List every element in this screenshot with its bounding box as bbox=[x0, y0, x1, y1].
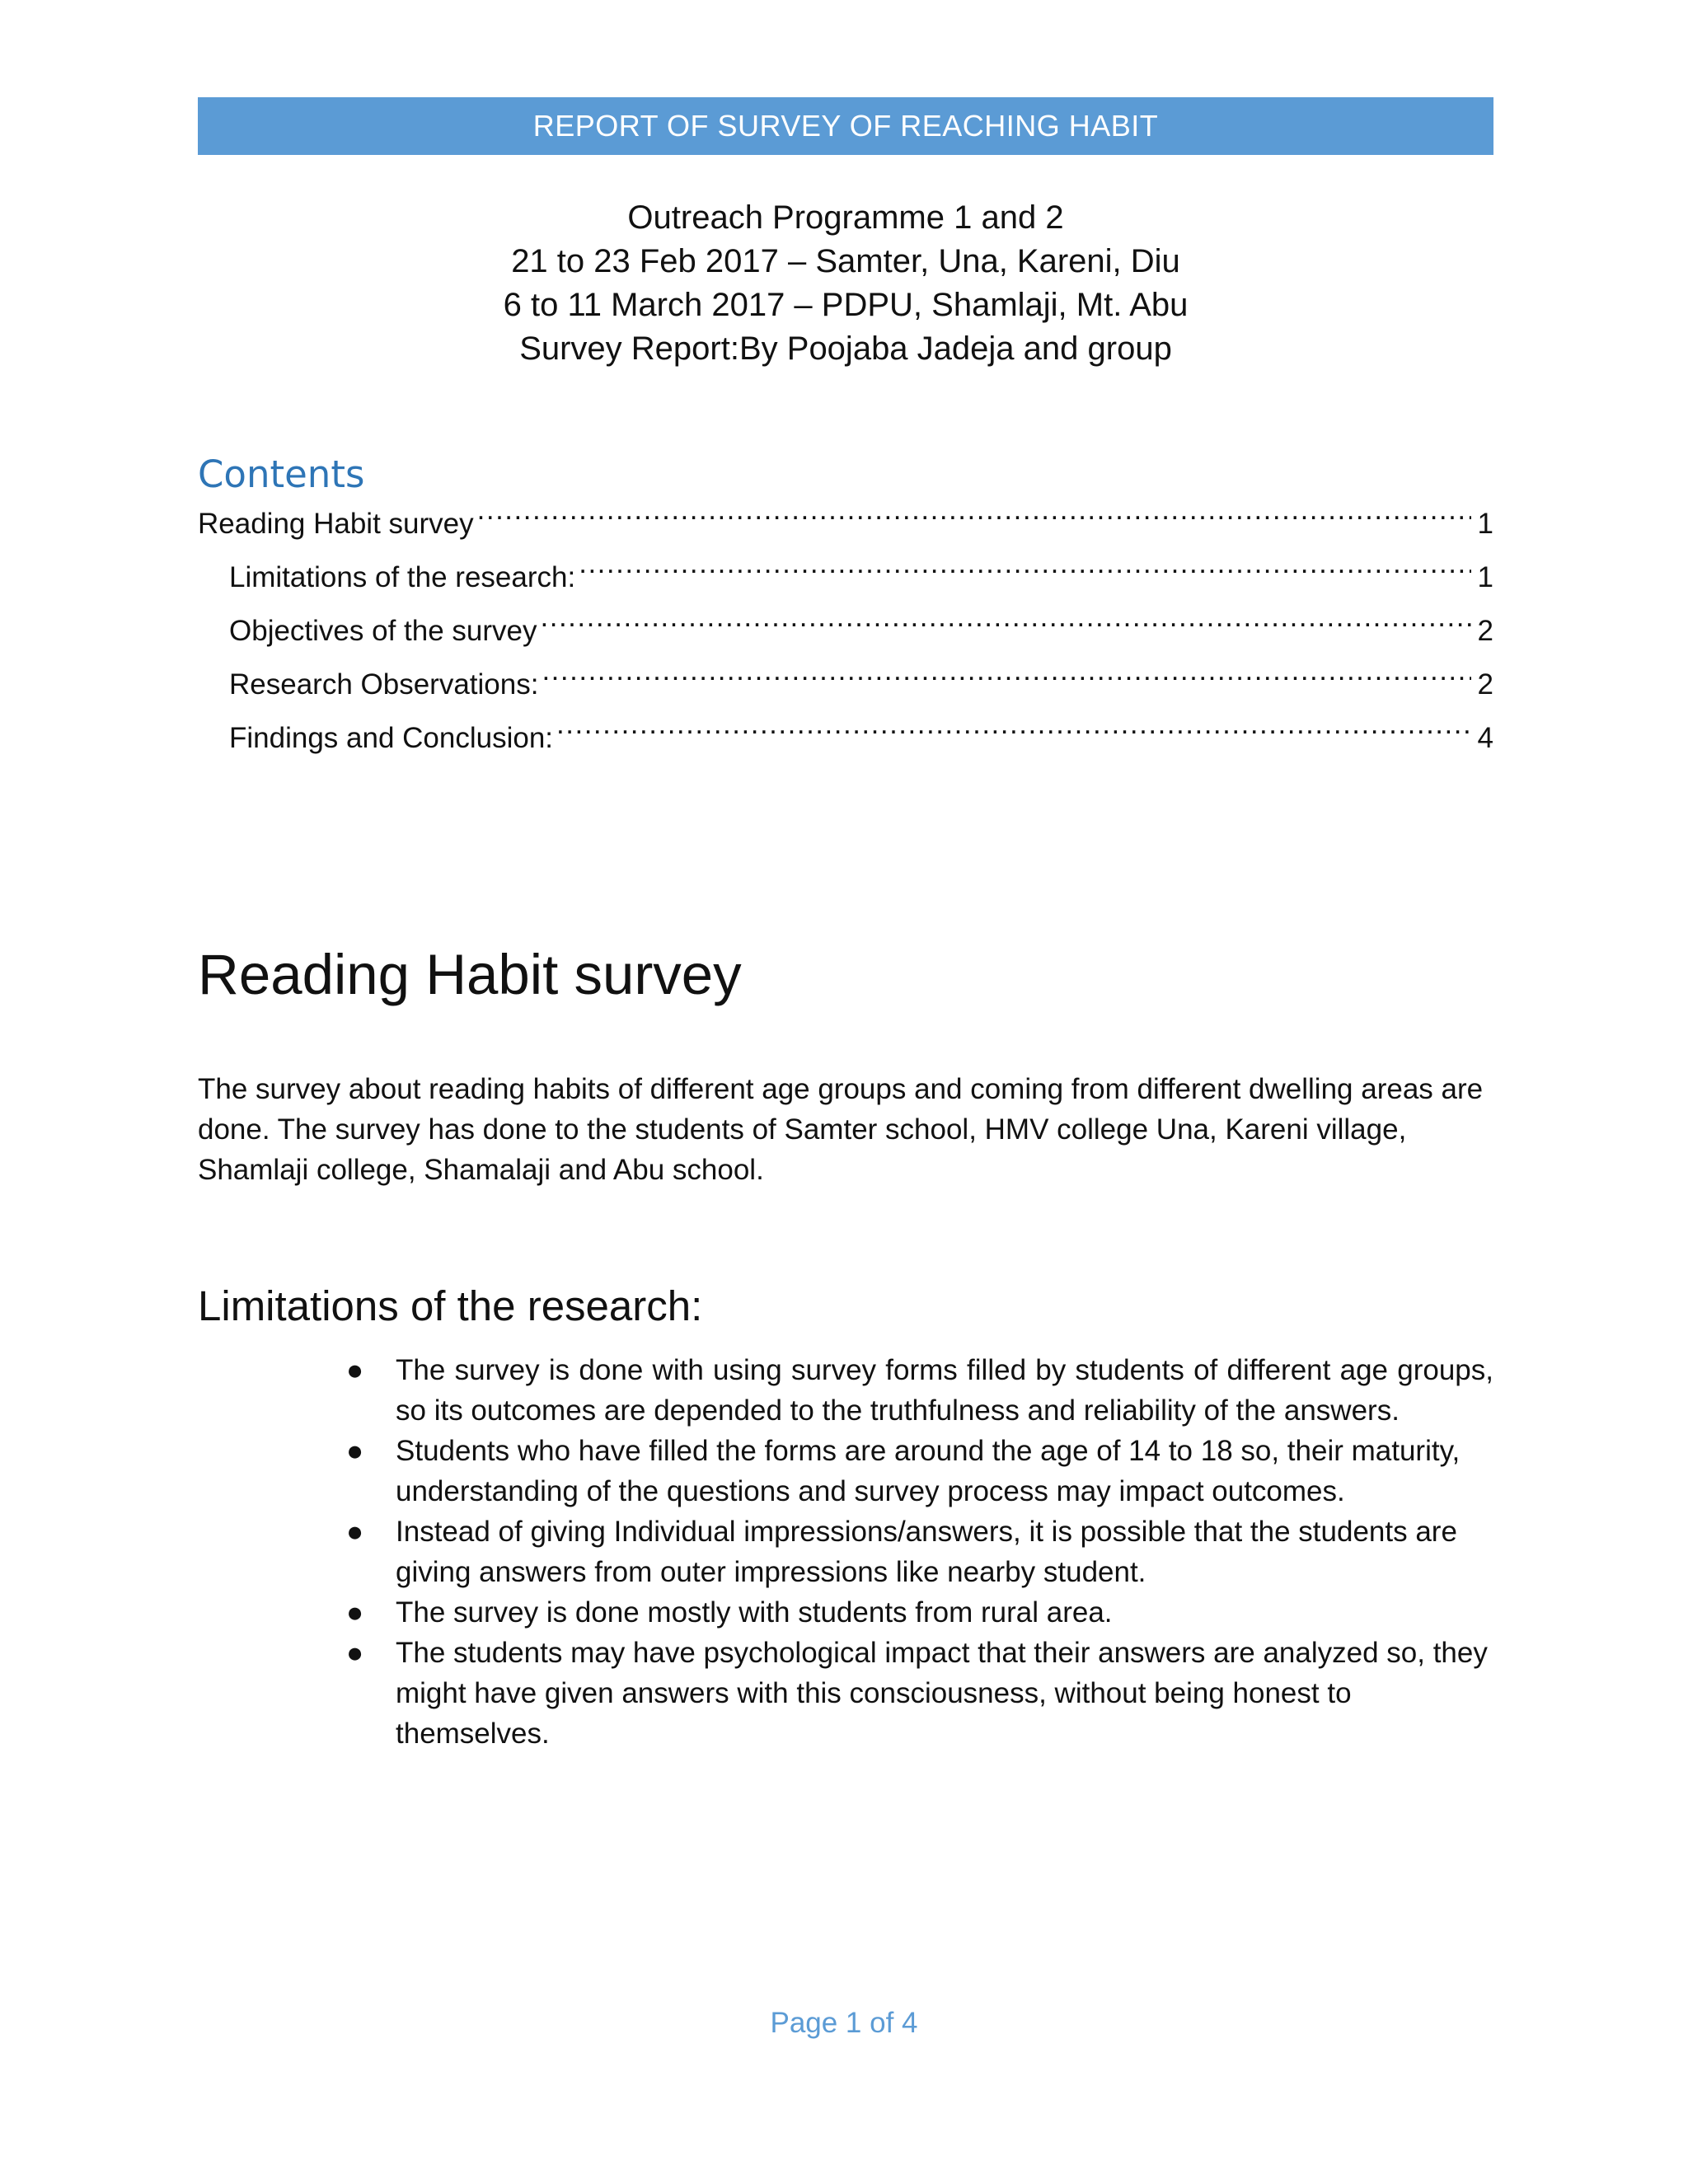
section-heading-reading-habit: Reading Habit survey bbox=[198, 943, 742, 1006]
list-item bbox=[346, 1592, 1493, 1633]
toc-dot-leader bbox=[542, 661, 1470, 694]
list-item-text: The survey is done mostly with students from rural area. bbox=[396, 1596, 1113, 1629]
toc-dot-leader bbox=[541, 607, 1471, 640]
contents-heading: Contents bbox=[198, 452, 365, 496]
toc-entry-label: Findings and Conclusion: bbox=[229, 722, 554, 754]
toc-entry-page: 1 bbox=[1477, 508, 1493, 540]
bullet-icon: ● bbox=[346, 1516, 364, 1548]
list-item bbox=[346, 1633, 1493, 1754]
list-item bbox=[346, 1511, 1493, 1592]
bullet-icon: ● bbox=[346, 1435, 364, 1467]
toc-dot-leader bbox=[579, 554, 1470, 587]
toc-entry-page: 2 bbox=[1477, 668, 1493, 701]
bullet-icon: ● bbox=[346, 1596, 364, 1629]
bullet-icon: ● bbox=[346, 1354, 364, 1386]
list-item bbox=[346, 1431, 1493, 1511]
reading-habit-paragraph: The survey about reading habits of different age groups and coming from different dwelling areas are done. The survey has done to the students of Samter school, HMV college Una, Kareni village, Shamlaji college, Shamalaji and Abu school. bbox=[198, 1073, 1484, 1186]
toc-entry-page: 1 bbox=[1477, 561, 1493, 593]
toc-entry-label: Research Observations: bbox=[229, 668, 539, 701]
toc-entry-label: Reading Habit survey bbox=[198, 508, 474, 540]
toc-entry-limitations[interactable] bbox=[198, 554, 1493, 607]
list-item bbox=[346, 1350, 1493, 1431]
list-item-text: The students may have psychological impact that their answers are analyzed so, they might have given answers with this consciousness, without being honest to themselves. bbox=[396, 1637, 1488, 1750]
toc-entry-findings[interactable] bbox=[198, 715, 1493, 768]
list-item-text: Instead of giving Individual impressions/answers, it is possible that the students are giving answers from outer impressions like nearby student. bbox=[396, 1516, 1457, 1588]
toc-entry-label: Limitations of the research: bbox=[229, 561, 576, 593]
section-heading-limitations: Limitations of the research: bbox=[198, 1282, 703, 1329]
report-title-banner: REPORT OF SURVEY OF REACHING HABIT bbox=[198, 97, 1493, 155]
table-of-contents bbox=[198, 500, 1493, 768]
subtitle-line: 6 to 11 March 2017 – PDPU, Shamlaji, Mt. Abu bbox=[503, 287, 1189, 323]
subtitle-line: 21 to 23 Feb 2017 – Samter, Una, Kareni, Diu bbox=[511, 243, 1180, 279]
toc-entry-research-observations[interactable] bbox=[198, 661, 1493, 715]
toc-entry-objectives[interactable] bbox=[198, 607, 1493, 661]
bullet-icon: ● bbox=[346, 1637, 364, 1669]
toc-entry-label: Objectives of the survey bbox=[229, 615, 537, 647]
subtitle-line: Survey Report:By Poojaba Jadeja and group bbox=[519, 330, 1172, 367]
subtitle-line: Outreach Programme 1 and 2 bbox=[627, 199, 1064, 236]
list-item-text: Students who have filled the forms are around the age of 14 to 18 so, their maturity, understanding of the questions and survey process may impact outcomes. bbox=[396, 1435, 1461, 1507]
limitations-list bbox=[346, 1350, 1493, 1754]
list-item-text: The survey is done with using survey forms filled by students of different age groups, so its outcomes are depended to the truthfulness and reliability of the answers. bbox=[396, 1354, 1493, 1427]
page-number-footer: Page 1 of 4 bbox=[770, 2007, 918, 2039]
report-subtitle bbox=[198, 196, 1493, 371]
toc-dot-leader bbox=[556, 715, 1471, 748]
toc-entry-page: 4 bbox=[1477, 722, 1493, 754]
toc-entry-reading-habit-survey[interactable] bbox=[198, 500, 1493, 554]
toc-dot-leader bbox=[477, 500, 1471, 533]
toc-entry-page: 2 bbox=[1477, 615, 1493, 647]
